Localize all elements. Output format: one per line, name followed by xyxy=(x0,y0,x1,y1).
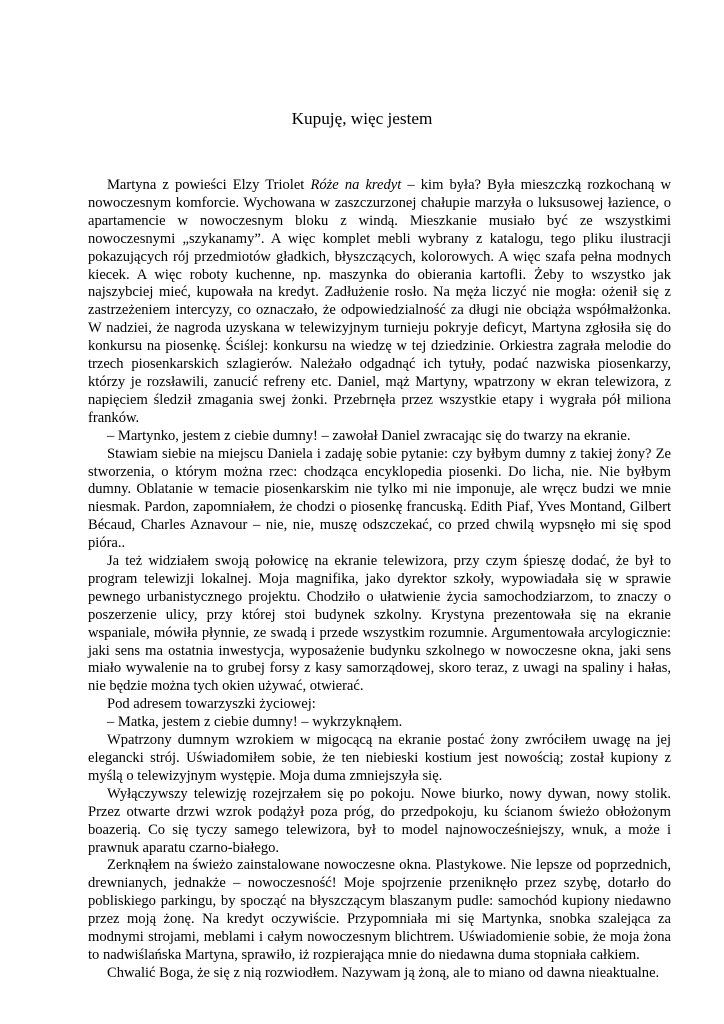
paragraph-8: Wyłączywszy telewizję rozejrzałem się po pokoju. Nowe biurko, nowy dywan, nowy stolik. Przez otwarte drzwi wzrok podążył poza próg, do przedpokoju, ku ścianom świeżo obłożonym boazerią. Co się tyczy samego telewizora, był to model najnowocześniejszy, wnuk, a może i prawnuk aparatu czarno-białego. xyxy=(88,785,671,856)
paragraph-10: Chwalić Boga, że się z nią rozwiodłem. Nazywam ją żoną, ale to miano od dawna nieaktualne. xyxy=(107,964,660,981)
paragraph-6: – Matka, jestem z ciebie dumny! – wykrzyknąłem. xyxy=(107,714,403,731)
paragraph-7: Wpatrzony dumnym wzrokiem w migocącą na ekranie postać żony zwróciłem uwagę na jej elegancki strój. Uświadomiłem sobie, że ten niebieski kostium jest nowością; został kupiony z myślą o telewizyjnym występie. Moja duma zmniejszyła się. xyxy=(88,732,671,784)
paragraph-5: Pod adresem towarzyszki życiowej: xyxy=(107,696,316,713)
paragraph-3: Stawiam siebie na miejscu Daniela i zadaję sobie pytanie: czy byłbym dumny z takiej żony? Ze stworzenia, o którym można rzec: chodząca encyklopedia piosenki. Do licha, nie. Nie byłbym dumny. Oblatanie w temacie piosenkarskim nie tylko mi nie imponuje, ale wręcz budzi we mnie niesmak. Pardon, zapomniałem, że chodzi o piosenkę francuską. Edith Piaf, Yves Montand, Gilbert Bécaud, Charles Aznavour – nie, nie, muszę odszczekać, co przed chwilą wypsnęło mi się spod pióra.. xyxy=(88,445,671,552)
paragraph-1 xyxy=(88,177,671,428)
paragraph-9: Zerknąłem na świeżo zainstalowane nowoczesne okna. Plastykowe. Nie lepsze od poprzednich, drewnianych, jednakże – nowoczesność! Moje spojrzenie przeniknęło przez szybę, dotarło do pobliskiego parkingu, by spocząć na błyszczącym blaszanym pudle: samochód kupiony niedawno przez moją żonę. Na kredyt oczywiście. Przypomniała mi się Martynka, snobka szalejąca za modnymi strojami, meblami i całym nowoczesnym blichtrem. Uświadomienie sobie, że moja żona to nadwiślańska Martyna, sprawiło, iż rozpierająca mnie do niedawna duma stopniała całkiem. xyxy=(88,857,671,963)
document-title: Kupuję, więc jestem xyxy=(291,109,433,128)
paragraph-4: Ja też widziałem swoją połowicę na ekranie telewizora, przy czym śpieszę dodać, że był to program telewizji lokalnej. Moja magnifika, jako dyrektor szkoły, wypowiadała się w sprawie pewnego urbanistycznego projektu. Chodziło o ułatwienie życia samochodziarzom, to znaczy o poszerzenie ulicy, przy której stoi budynek szkolny. Krystyna prezentowała się na ekranie wspaniale, mówiła płynnie, ze swadą i przede wszystkim rozumnie. Argumentowała arcylogicznie: jaki sens ma ostatnia inwestycja, wyposażenie budynku szkolnego w nowoczesne okna, jaki sens miało wywalenie na to grubej forsy z kasy samorządowej, skoro teraz, z uwagi na spaliny i hałas, nie będzie można tych okien używać, otwierać. xyxy=(88,553,671,695)
paragraph-1-text-before: Martyna z powieści Elzy Triolet xyxy=(107,177,311,193)
document-body xyxy=(88,177,671,983)
paragraph-1-text-after: – kim była? Była mieszczką rozkochaną w nowoczesnym komforcie. Wychowana w zaszczurzonej chałupie marzyła o luksusowej łazience, o apartamencie w nowoczesnym bloku z windą. Mieszkanie musiało być ze wszystkimi nowoczesnymi „szykanamy”. A więc komplet mebli wybrany z katalogu, tego pliku ilustracji pokazujących rój przedmiotów gładkich, błyszczących, kolorowych. A więc szafa pełna modnych kiecek. A więc roboty kuchenne, np. maszynka do obierania kartofli. Żeby to wszystko jak najszybciej mieć, kupowała na kredyt. Zadłużenie rosło. Na męża liczyć nie mogła: ożenił się z zastrzeżeniem intercyzy, co oznaczało, że odpowiedzialność za długi nie obciąża współmałżonka. W nadziei, że nagroda uzyskana w telewizyjnym turnieju pokryje deficyt, Martyna zgłosiła się do konkursu na piosenkę. Ściślej: konkursu na wiedzę w tej dziedzinie. Orkiestra zagrała melodie do trzech piosenkarskich szlagierów. Należało odgadnąć ich tytuły, podać nazwiska piosenkarzy, którzy je rozsławili, zanucić refreny etc. Daniel, mąż Martyny, wpatrzony w ekran telewizora, z napięciem śledził zmagania swej żonki. Przebrnęła przez wszystkie etapy i wygrała pół miliona franków. xyxy=(88,177,671,426)
paragraph-2: – Martynko, jestem z ciebie dumny! – zawołał Daniel zwracając się do twarzy na ekranie. xyxy=(107,427,631,444)
book-title-italic: Róże na kredyt xyxy=(310,177,402,193)
